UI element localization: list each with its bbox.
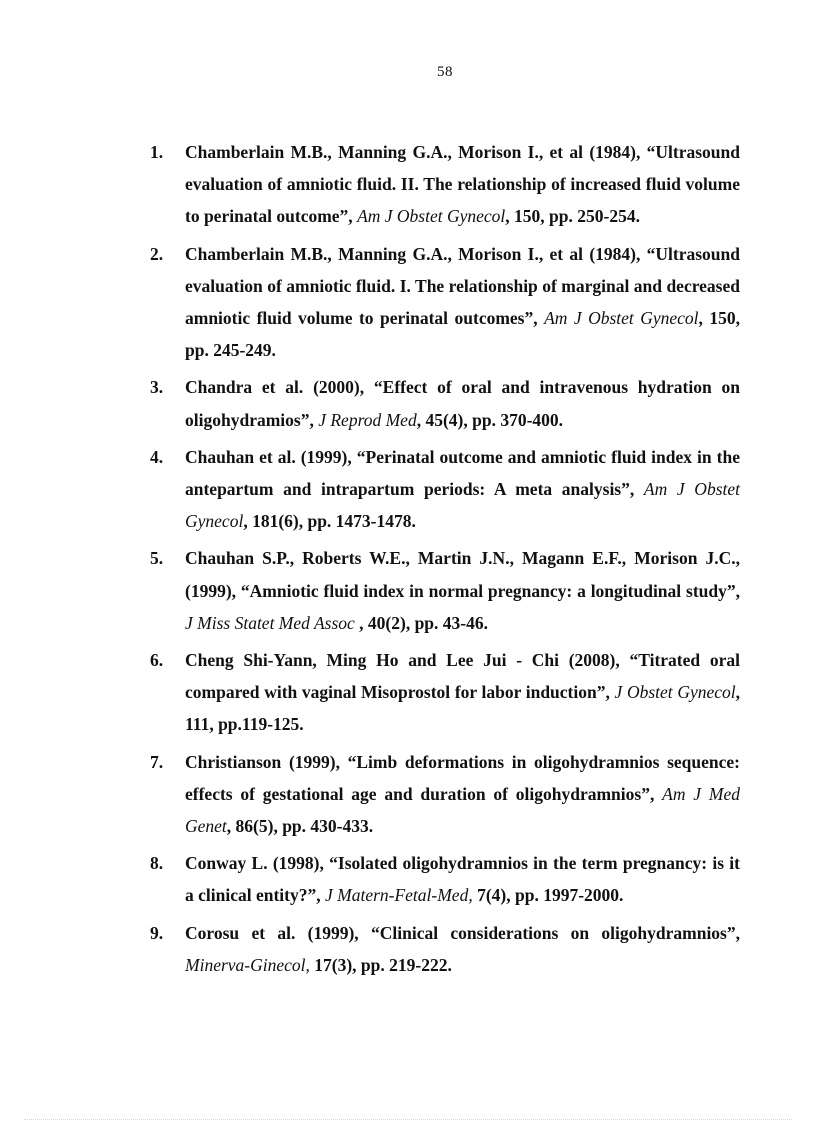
- reference-text: Corosu et al. (1999), “Clinical considerations on oligohydramnios”,: [185, 922, 740, 943]
- reference-details: , 111, pp.119-125.: [185, 682, 740, 735]
- reference-details: 17(3), pp. 219-222.: [309, 954, 452, 975]
- reference-details: 7(4), pp. 1997-2000.: [472, 885, 624, 906]
- reference-text: Chamberlain M.B., Manning G.A., Morison I., et al (1984), “Ultrasound evaluation of amniotic fluid. I. The relationship of marginal and decreased amniotic fluid volume to perinatal outcomes”,: [185, 243, 740, 329]
- reference-number: 4.: [150, 446, 164, 467]
- reference-details: , 45(4), pp. 370-400.: [416, 409, 564, 430]
- reference-text: Chauhan et al. (1999), “Perinatal outcome and amniotic fluid index in the antepartum and intrapartum periods: A meta analysis”,: [185, 446, 740, 500]
- page-number: 58: [437, 64, 453, 80]
- page-bottom-divider: [24, 1119, 792, 1120]
- reference-item-4: [150, 441, 740, 538]
- reference-number: 5.: [150, 548, 164, 569]
- reference-number: 6.: [150, 650, 164, 671]
- reference-number: 7.: [150, 751, 164, 772]
- reference-item-8: [150, 847, 740, 911]
- reference-journal: Minerva-Ginecol,: [185, 954, 310, 975]
- reference-journal: Am J Med Genet: [185, 783, 740, 837]
- reference-number: 9.: [150, 922, 164, 943]
- reference-text: Christianson (1999), “Limb deformations in oligohydramnios sequence: effects of gestational age and duration of oligohydramnios”,: [185, 751, 740, 804]
- reference-number: 2.: [150, 243, 164, 264]
- reference-journal: Am J Obstet Gynecol: [544, 308, 699, 329]
- reference-details: , 40(2), pp. 43-46.: [354, 612, 488, 633]
- reference-journal: J Reprod Med: [318, 409, 417, 430]
- reference-number: 3.: [150, 377, 164, 398]
- reference-details: , 181(6), pp. 1473-1478.: [243, 511, 416, 532]
- reference-text: Chauhan S.P., Roberts W.E., Martin J.N., Magann E.F., Morison J.C., (1999), “Amniotic fluid index in normal pregnancy: a longitudinal study”,: [185, 548, 740, 601]
- reference-journal: J Obstet Gynecol: [614, 682, 736, 703]
- reference-item-7: [150, 746, 740, 843]
- reference-journal: J Miss Statet Med Assoc: [185, 612, 355, 633]
- reference-details: , 150, pp. 245-249.: [185, 308, 741, 361]
- reference-item-2: [150, 238, 740, 367]
- reference-details: , 150, pp. 250-254.: [505, 206, 640, 227]
- reference-text: Conway L. (1998), “Isolated oligohydramnios in the term pregnancy: is it a clinical entity?”,: [185, 853, 740, 906]
- reference-journal: J Matern-Fetal-Med,: [324, 885, 473, 906]
- reference-item-5: [150, 542, 740, 639]
- reference-number: 8.: [150, 853, 164, 874]
- reference-journal: Am J Obstet Gynecol: [185, 479, 740, 532]
- reference-text: Chandra et al. (2000), “Effect of oral and intravenous hydration on oligohydramios”,: [185, 377, 740, 430]
- reference-text: Chamberlain M.B., Manning G.A., Morison I., et al (1984), “Ultrasound evaluation of amniotic fluid. II. The relationship of increased fluid volume to perinatal outcome”,: [185, 142, 740, 227]
- reference-journal: Am J Obstet Gynecol: [357, 206, 506, 227]
- reference-item-9: [150, 917, 740, 981]
- reference-details: , 86(5), pp. 430-433.: [226, 816, 374, 837]
- reference-item-1: [150, 136, 740, 233]
- reference-item-3: [150, 371, 740, 435]
- reference-number: 1.: [150, 142, 164, 162]
- reference-text: Cheng Shi-Yann, Ming Ho and Lee Jui - Chi (2008), “Titrated oral compared with vaginal Misoprostol for labor induction”,: [185, 650, 740, 703]
- reference-item-6: [150, 644, 740, 741]
- reference-list: [150, 136, 740, 986]
